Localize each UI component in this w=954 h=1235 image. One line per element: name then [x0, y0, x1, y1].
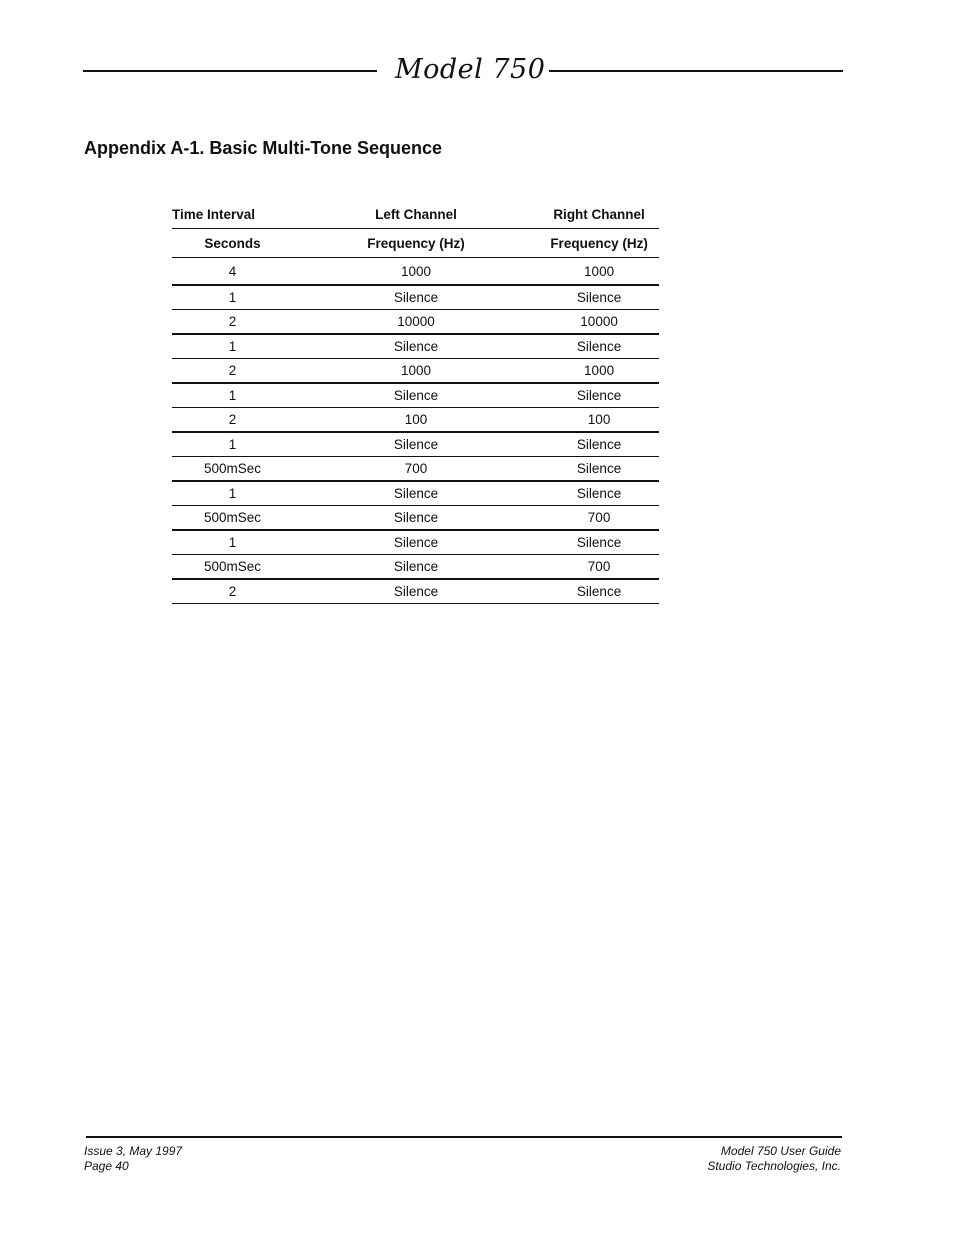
cell-left-frequency: Silence [393, 437, 439, 452]
cell-left-frequency: 100 [404, 412, 428, 427]
table-row [172, 310, 659, 335]
cell-time-interval: 2 [228, 584, 237, 599]
page-header [83, 52, 843, 92]
table-row [172, 506, 659, 531]
column-header-time-interval: Time Interval [172, 206, 256, 222]
cell-time-interval: 1 [228, 290, 237, 305]
cell-right-frequency: Silence [576, 461, 622, 476]
table-row [172, 579, 659, 604]
table-row [172, 457, 659, 482]
cell-left-frequency: Silence [393, 510, 439, 525]
cell-time-interval: 2 [228, 314, 237, 329]
column-header-right-channel: Right Channel [553, 206, 645, 222]
section-heading: Appendix A-1. Basic Multi-Tone Sequence [84, 138, 443, 158]
cell-left-frequency: 700 [404, 461, 428, 476]
cell-time-interval: 1 [228, 535, 237, 550]
cell-time-interval: 1 [228, 486, 237, 501]
cell-time-interval: 4 [228, 263, 237, 279]
cell-left-frequency: 1000 [401, 263, 432, 279]
table-row [172, 408, 659, 433]
column-header-left-channel: Left Channel [375, 206, 457, 222]
cell-time-interval: 500mSec [203, 510, 261, 525]
table-row [172, 432, 659, 457]
header-rule-right [549, 70, 843, 72]
header-rule-left [83, 70, 377, 72]
cell-left-frequency: Silence [393, 486, 439, 501]
cell-right-frequency: 10000 [580, 314, 618, 329]
cell-left-frequency: 1000 [401, 363, 432, 378]
cell-right-frequency: Silence [576, 290, 622, 305]
cell-left-frequency: Silence [393, 584, 439, 599]
cell-left-frequency: 10000 [397, 314, 435, 329]
cell-right-frequency: 700 [587, 559, 611, 574]
table-header-row [172, 200, 659, 229]
column-unit-seconds: Seconds [204, 235, 261, 251]
table-row [172, 555, 659, 580]
cell-time-interval: 2 [228, 363, 237, 378]
cell-right-frequency: 100 [587, 412, 611, 427]
cell-left-frequency: Silence [393, 559, 439, 574]
cell-time-interval: 1 [228, 339, 237, 354]
cell-right-frequency: Silence [576, 584, 622, 599]
cell-left-frequency: Silence [393, 290, 439, 305]
cell-right-frequency: Silence [576, 339, 622, 354]
table-subheader-row [172, 229, 659, 258]
cell-time-interval: 1 [228, 437, 237, 452]
cell-right-frequency: 1000 [584, 263, 615, 279]
footer-rule [86, 1136, 842, 1138]
cell-left-frequency: Silence [393, 535, 439, 550]
table-row [172, 530, 659, 555]
footer-right [707, 1144, 841, 1174]
issue-date: Issue 3, May 1997 [84, 1144, 183, 1158]
column-unit-left-frequency: Frequency (Hz) [367, 235, 465, 251]
cell-right-frequency: Silence [576, 486, 622, 501]
table-row [172, 383, 659, 408]
cell-right-frequency: Silence [576, 437, 622, 452]
table-row [172, 334, 659, 359]
cell-right-frequency: Silence [576, 388, 622, 403]
document-title: Model 750 [395, 54, 546, 85]
table-row [172, 258, 659, 286]
table-body [172, 258, 659, 604]
table-row [172, 285, 659, 310]
cell-time-interval: 500mSec [203, 461, 261, 476]
cell-right-frequency: 1000 [584, 363, 615, 378]
cell-right-frequency: 700 [587, 510, 611, 525]
guide-title: Model 750 User Guide [720, 1144, 841, 1158]
cell-left-frequency: Silence [393, 388, 439, 403]
column-unit-right-frequency: Frequency (Hz) [550, 235, 648, 251]
page-number: Page 40 [84, 1159, 129, 1173]
cell-time-interval: 1 [228, 388, 237, 403]
footer-left [84, 1144, 182, 1174]
table-row [172, 359, 659, 384]
cell-left-frequency: Silence [393, 339, 439, 354]
company-name: Studio Technologies, Inc. [707, 1159, 841, 1173]
table-row [172, 481, 659, 506]
multi-tone-sequence-table [172, 200, 659, 604]
cell-time-interval: 500mSec [203, 559, 261, 574]
cell-time-interval: 2 [228, 412, 237, 427]
cell-right-frequency: Silence [576, 535, 622, 550]
